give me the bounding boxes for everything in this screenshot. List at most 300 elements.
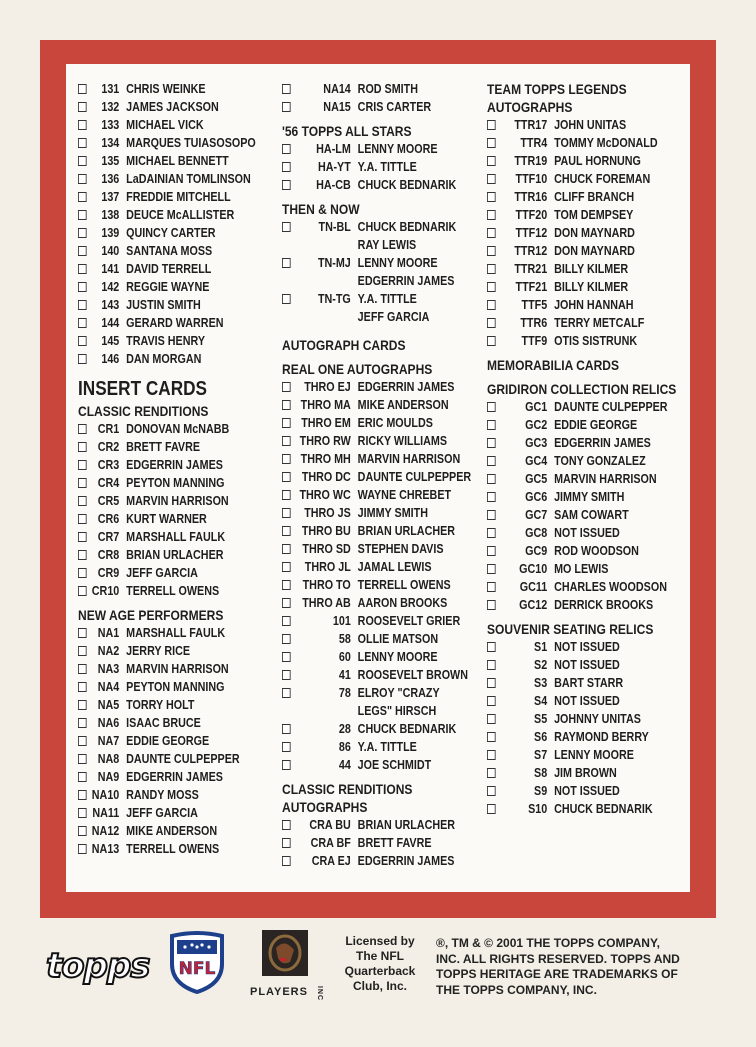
player-name: TERRELL OWENS [126,842,220,856]
card-number: TTF10 [515,172,548,186]
checklist-row [78,714,284,732]
card-number: S1 [534,640,548,654]
checklist-row [487,782,693,800]
player-name: DEUCE McALLISTER [126,208,235,222]
checkbox[interactable] [487,228,496,238]
checklist-row [78,134,284,152]
checkbox[interactable] [487,750,496,760]
player-name: ROD WOODSON [554,544,639,558]
checklist-row [487,542,693,560]
checkbox[interactable] [282,580,291,590]
card-number: NA12 [91,824,120,838]
checklist-row [282,738,488,756]
checkbox[interactable] [282,454,291,464]
checkbox[interactable] [78,628,87,638]
checkbox[interactable] [78,264,87,274]
checklist-row [487,260,693,278]
checkbox[interactable] [282,180,291,190]
checklist-row [487,398,693,416]
checkbox[interactable] [78,586,87,596]
checklist-row [282,396,488,414]
checklist-row [78,786,284,804]
checkbox[interactable] [487,642,496,652]
card-number: 41 [338,668,351,682]
checkbox[interactable] [487,156,496,166]
card-number: S8 [534,766,548,780]
checklist-row [487,470,693,488]
checkbox[interactable] [282,258,291,268]
card-number: NA3 [97,662,120,676]
player-name: MARVIN HARRISON [126,494,229,508]
checklist-row [487,416,693,434]
checkbox[interactable] [78,700,87,710]
checklist-row [487,728,693,746]
checkbox[interactable] [487,210,496,220]
checkbox[interactable] [487,714,496,724]
checklist-row [78,438,284,456]
section-heading: GRIDIRON COLLECTION RELICS [487,381,677,397]
section-heading: '56 TOPPS ALL STARS [282,123,412,139]
checkbox[interactable] [282,760,291,770]
checkbox[interactable] [282,382,291,392]
checklist-row [78,564,284,582]
checkbox[interactable] [282,634,291,644]
checkbox[interactable] [78,772,87,782]
player-name: LENNY MOORE [357,256,438,270]
card-number: 136 [101,172,120,186]
player-name: EDDIE GEORGE [126,734,210,748]
card-number: 132 [101,100,120,114]
card-number: THRO RW [299,434,351,448]
checkbox[interactable] [282,688,291,698]
player-name: JIMMY SMITH [357,506,428,520]
card-number: 141 [101,262,120,276]
checkbox[interactable] [282,838,291,848]
checkbox[interactable] [487,174,496,184]
checkbox[interactable] [78,228,87,238]
checkbox[interactable] [78,192,87,202]
player-name: MARQUES TUIASOSOPO [126,136,256,150]
checkbox[interactable] [487,600,496,610]
card-number: 140 [101,244,120,258]
player-name: DAN MORGAN [126,352,202,366]
checklist-row [78,152,284,170]
checklist-row [487,638,693,656]
checklist-row [78,296,284,314]
checkbox[interactable] [78,120,87,130]
card-number: THRO MA [300,398,351,412]
checklist-row [282,414,488,432]
card-number: NA6 [97,716,120,730]
checklist-row [282,834,488,852]
card-number: THRO WC [299,488,351,502]
player-name: CHUCK BEDNARIK [357,220,457,234]
checklist-row [282,612,488,630]
checkbox[interactable] [78,424,87,434]
card-number: CR5 [97,494,120,508]
checklist-row [487,656,693,674]
player-name: RANDY MOSS [126,788,199,802]
checkbox[interactable] [78,754,87,764]
player-name: TOM DEMPSEY [554,208,634,222]
checklist-row [282,720,488,738]
card-number: GC6 [525,490,548,504]
checkbox[interactable] [282,490,291,500]
player-name: JOHN UNITAS [554,118,627,132]
checkbox[interactable] [78,102,87,112]
checkbox[interactable] [78,532,87,542]
checkbox[interactable] [487,732,496,742]
section-heading: MEMORABILIA CARDS [487,357,619,373]
player-name: JIMMY SMITH [554,490,625,504]
checkbox[interactable] [487,318,496,328]
checkbox[interactable] [487,564,496,574]
checkbox[interactable] [487,282,496,292]
players-wordmark: PLAYERS INC [250,985,324,1002]
card-number: 135 [101,154,120,168]
checklist-row [282,80,488,98]
checkbox[interactable] [282,742,291,752]
checklist-row [282,450,488,468]
card-number: TTR19 [514,154,548,168]
checkbox[interactable] [78,682,87,692]
player-name: JUSTIN SMITH [126,298,201,312]
checklist-row [78,116,284,134]
checkbox[interactable] [78,210,87,220]
checklist-row [282,468,488,486]
checklist-row [78,510,284,528]
player-name: TERRELL OWENS [357,578,451,592]
card-number: CR7 [97,530,120,544]
player-name: OTIS SISTRUNK [554,334,638,348]
checkbox[interactable] [487,678,496,688]
player-name: DONOVAN McNABB [126,422,230,436]
card-number: CR3 [97,458,120,472]
player-name: TERRY METCALF [554,316,645,330]
checklist-row [78,98,284,116]
checkbox[interactable] [282,508,291,518]
player-name: LaDAINIAN TOMLINSON [126,172,251,186]
player-name: LENNY MOORE [357,142,438,156]
checkbox[interactable] [78,478,87,488]
card-number: 131 [101,82,120,96]
card-number: S9 [534,784,548,798]
checkbox[interactable] [282,820,291,830]
card-number: CR1 [97,422,120,436]
checklist-row [487,332,693,350]
copyright-text [436,936,716,998]
card-number: S5 [534,712,548,726]
player-name: SANTANA MOSS [126,244,213,258]
checkbox[interactable] [487,120,496,130]
card-number: 44 [338,758,351,772]
checklist-row [487,314,693,332]
checkbox[interactable] [282,418,291,428]
checkbox[interactable] [487,660,496,670]
card-number: HA-LM [316,142,351,156]
checkbox[interactable] [282,162,291,172]
player-name: BRIAN URLACHER [126,548,224,562]
player-name: RICKY WILLIAMS [357,434,448,448]
checklist-row [282,158,488,176]
checklist-row [487,434,693,452]
section-heading: INSERT CARDS [78,378,208,400]
checkbox[interactable] [78,826,87,836]
checkbox[interactable] [78,550,87,560]
checklist-row [487,692,693,710]
checkbox[interactable] [282,562,291,572]
player-name: MO LEWIS [554,562,609,576]
checkbox[interactable] [487,438,496,448]
checklist-row [282,666,488,684]
checkbox[interactable] [282,222,291,232]
checkbox[interactable] [487,510,496,520]
card-number: 58 [338,632,351,646]
player-name: TOMMY McDONALD [554,136,658,150]
player-name: ROOSEVELT BROWN [357,668,468,682]
checkbox[interactable] [78,844,87,854]
checkbox[interactable] [487,246,496,256]
checklist-row [78,528,284,546]
section-heading: CLASSIC RENDITIONS [282,781,413,797]
card-number: TTR16 [514,190,548,204]
license-line: Licensed by [345,934,415,948]
checkbox[interactable] [487,336,496,346]
checklist-row [78,642,284,660]
card-number: 139 [101,226,120,240]
checklist-row [487,524,693,542]
player-name: MARSHALL FAULK [126,626,226,640]
checkbox[interactable] [78,790,87,800]
checkbox[interactable] [282,724,291,734]
checkbox[interactable] [282,670,291,680]
checklist-row [282,816,488,834]
checkbox[interactable] [282,84,291,94]
card-number: TTF9 [521,334,548,348]
card-number: 138 [101,208,120,222]
checklist-row [78,804,284,822]
checkbox[interactable] [282,472,291,482]
section-heading: AUTOGRAPH CARDS [282,337,406,353]
card-number: S6 [534,730,548,744]
player-name: DERRICK BROOKS [554,598,654,612]
checkbox[interactable] [487,582,496,592]
player-name: JAMAL LEWIS [357,560,432,574]
checkbox[interactable] [78,460,87,470]
card-number: 101 [332,614,351,628]
checkbox[interactable] [487,300,496,310]
player-name: CHUCK BEDNARIK [357,722,457,736]
player-name: NOT ISSUED [554,694,620,708]
checklist-row-continued [282,272,488,290]
checklist-row [78,260,284,278]
checkbox[interactable] [78,496,87,506]
checkbox[interactable] [78,442,87,452]
checkbox[interactable] [282,544,291,554]
checkbox[interactable] [78,138,87,148]
player-name: MIKE ANDERSON [357,398,449,412]
checklist-row [282,630,488,648]
player-name: QUINCY CARTER [126,226,216,240]
card-number: THRO EM [301,416,351,430]
player-name: BRIAN URLACHER [357,524,456,538]
card-number: CRA BF [310,836,351,850]
card-number: NA8 [97,752,120,766]
checkbox[interactable] [487,546,496,556]
checkbox[interactable] [487,192,496,202]
player-name: Y.A. TITTLE [357,292,417,306]
card-number: THRO TO [302,578,351,592]
checklist-row [487,800,693,818]
section-heading: REAL ONE AUTOGRAPHS [282,361,433,377]
player-name: JOHNNY UNITAS [554,712,641,726]
checkbox[interactable] [282,856,291,866]
checkbox[interactable] [78,736,87,746]
card-number: TTF5 [521,298,548,312]
card-number: S7 [534,748,548,762]
checklist-row [282,522,488,540]
card-number: THRO DC [301,470,351,484]
card-footer [40,928,716,1008]
checkbox[interactable] [487,138,496,148]
player-name: ROD SMITH [357,82,419,96]
checkbox[interactable] [78,568,87,578]
checkbox[interactable] [487,420,496,430]
checkbox[interactable] [487,264,496,274]
player-name: OLLIE MATSON [357,632,439,646]
player-name: CHUCK FOREMAN [554,172,651,186]
card-number: S2 [534,658,548,672]
player-name-second-line: RAY LEWIS [357,238,417,252]
checklist-row-continued [282,308,488,326]
player-name-second-line: EDGERRIN JAMES [357,274,455,288]
card-number: S4 [534,694,548,708]
checklist-row [282,432,488,450]
checkbox[interactable] [487,492,496,502]
checkbox[interactable] [282,102,291,112]
player-name: PEYTON MANNING [126,680,225,694]
checklist-row [78,224,284,242]
card-number: CR2 [97,440,120,454]
checkbox[interactable] [78,300,87,310]
checkbox[interactable] [487,402,496,412]
section-heading: NEW AGE PERFORMERS [78,607,224,623]
checkbox[interactable] [78,646,87,656]
card-number: CR4 [97,476,120,490]
checkbox[interactable] [282,400,291,410]
card-number: GC3 [525,436,548,450]
checklist-row [78,332,284,350]
checkbox[interactable] [487,456,496,466]
player-name: STEPHEN DAVIS [357,542,444,556]
card-number: 86 [338,740,351,754]
checkbox[interactable] [282,526,291,536]
checklist-row [78,80,284,98]
checkbox[interactable] [78,336,87,346]
checkbox[interactable] [487,474,496,484]
checkbox[interactable] [78,514,87,524]
checkbox[interactable] [78,174,87,184]
checkbox[interactable] [487,696,496,706]
checkbox[interactable] [282,294,291,304]
checkbox[interactable] [78,282,87,292]
checkbox[interactable] [78,156,87,166]
nfl-logo-text: NFL [178,959,216,979]
card-number: 134 [101,136,120,150]
checkbox[interactable] [78,84,87,94]
checkbox[interactable] [78,246,87,256]
card-number: 28 [338,722,351,736]
card-number: NA10 [91,788,120,802]
section-spacer [282,326,522,336]
checkbox[interactable] [78,354,87,364]
card-number: GC9 [525,544,548,558]
checkbox[interactable] [282,436,291,446]
player-name: BRETT FAVRE [126,440,201,454]
card-number: TTF20 [515,208,548,222]
checklist-row [78,660,284,678]
player-name: TERRELL OWENS [126,584,220,598]
checkbox[interactable] [78,664,87,674]
checklist-row [282,540,488,558]
player-name: DON MAYNARD [554,244,635,258]
card-number: THRO AB [302,596,351,610]
checkbox[interactable] [78,318,87,328]
card-number: HA-YT [317,160,351,174]
checklist-row [487,206,693,224]
player-name: MICHAEL BENNETT [126,154,229,168]
checkbox[interactable] [487,786,496,796]
checkbox[interactable] [282,652,291,662]
player-name: CHARLES WOODSON [554,580,667,594]
checkbox[interactable] [487,528,496,538]
card-number: NA7 [97,734,120,748]
card-number: NA13 [91,842,120,856]
card-number: THRO JL [304,560,351,574]
player-name: MARVIN HARRISON [126,662,229,676]
checkbox[interactable] [78,808,87,818]
checklist-row [487,746,693,764]
checkbox[interactable] [487,804,496,814]
checkbox[interactable] [282,144,291,154]
checklist-row [78,474,284,492]
topps-logo: topps [46,946,150,986]
player-name: DON MAYNARD [554,226,635,240]
checkbox[interactable] [487,768,496,778]
checklist-row [78,768,284,786]
player-name: EDGERRIN JAMES [554,436,651,450]
player-name: JEFF GARCIA [126,566,198,580]
card-number: GC11 [519,580,548,594]
checklist-row [282,594,488,612]
checklist-row [78,456,284,474]
checkbox[interactable] [78,718,87,728]
checklist-row [78,822,284,840]
player-name: EDGERRIN JAMES [126,458,223,472]
player-name: DAUNTE CULPEPPER [554,400,668,414]
checklist-row [487,452,693,470]
card-number: THRO JS [304,506,351,520]
checkbox[interactable] [282,598,291,608]
checklist-row [487,710,693,728]
checklist-row-continued [282,236,488,254]
player-name: CHRIS WEINKE [126,82,206,96]
card-number: TN-TG [317,292,351,306]
player-name: Y.A. TITTLE [357,160,417,174]
checkbox[interactable] [282,616,291,626]
player-name: AARON BROOKS [357,596,448,610]
card-number: CR6 [97,512,120,526]
